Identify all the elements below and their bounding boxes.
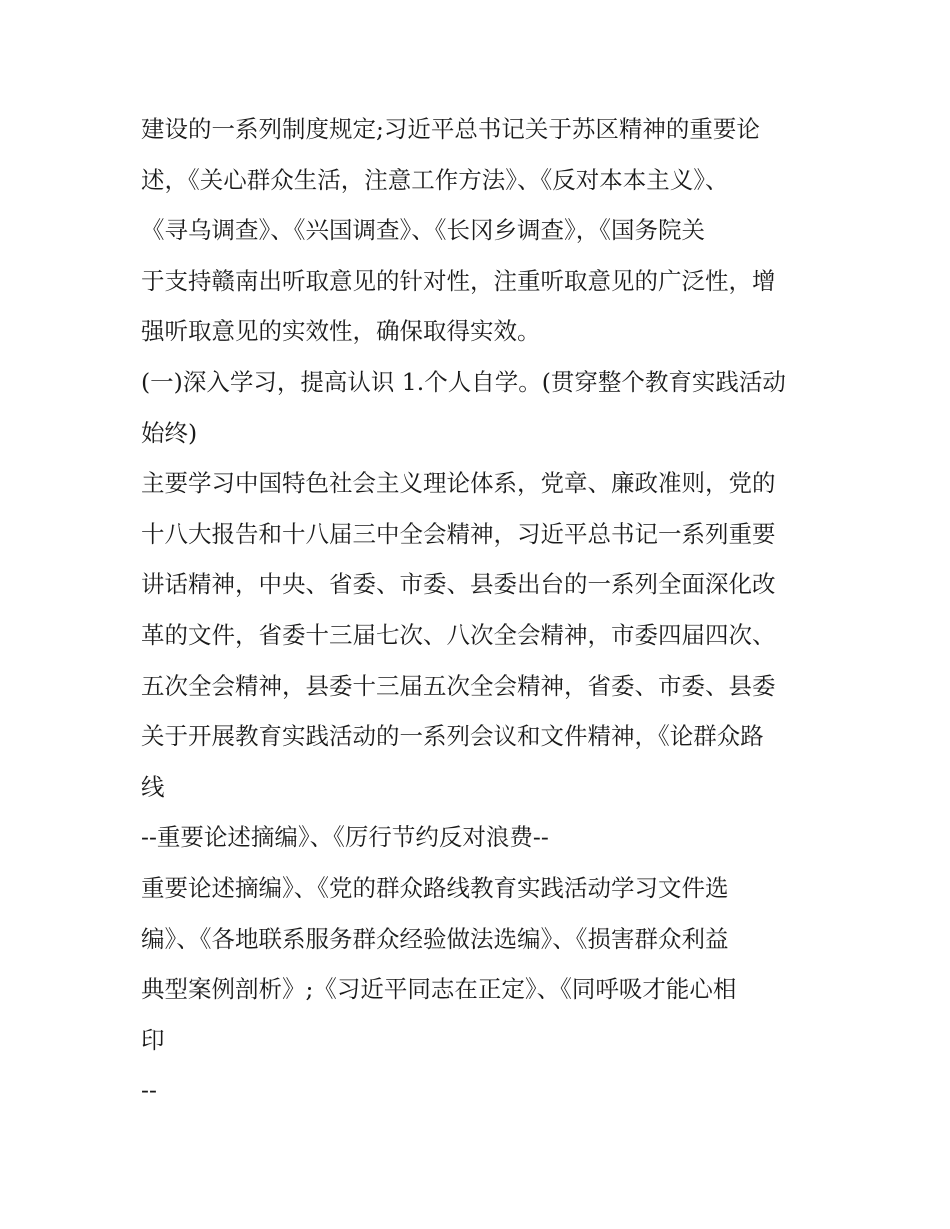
text-line: 关于开展教育实践活动的一系列会议和文件精神，《论群众路 [141,722,764,751]
text-line: 十八大报告和十八届三中全会精神，习近平总书记一系列重要 [141,519,776,548]
text-line: 强听取意见的实效性，确保取得实效。 [141,317,541,346]
text-line: 讲话精神，中央、省委、市委、县委出台的一系列全面深化改 [141,570,776,599]
text-line: 主要学习中国特色社会主义理论体系，党章、廉政准则，党的 [141,469,776,498]
text-line: 于支持赣南出听取意见的针对性，注重听取意见的广泛性，增 [141,266,776,295]
text-line: 编》、《各地联系服务群众经验做法选编》、《损害群众利益 [141,924,729,953]
body-text [141,104,813,1116]
text-line: 《寻乌调查》、《兴国调查》、《长冈乡调查》，《国务院关 [141,216,705,245]
text-line: 线 [141,772,165,801]
text-line: (一)深入学习，提高认识 1.个人自学。(贯穿整个教育实践活动 [141,367,786,396]
text-line: -- [141,1076,157,1105]
text-line: 始终) [141,418,198,447]
text-line: 建设的一系列制度规定;习近平总书记关于苏区精神的重要论 [141,115,760,143]
text-line: 述，《关心群众生活，注意工作方法》、《反对本本主义》、 [141,165,729,194]
text-line: 革的文件，省委十三届七次、八次全会精神，市委四届四次、 [141,620,776,649]
text-line: 五次全会精神，县委十三届五次全会精神，省委、市委、县委 [141,671,776,700]
text-line: --重要论述摘编》、《厉行节约反对浪费-- [141,823,549,852]
text-line: 重要论述摘编》、《党的群众路线教育实践活动学习文件选 [141,873,729,902]
text-line: 印 [141,1025,165,1054]
text-line: 典型案例剖析》;《习近平同志在正定》、《同呼吸才能心相 [141,975,737,1004]
